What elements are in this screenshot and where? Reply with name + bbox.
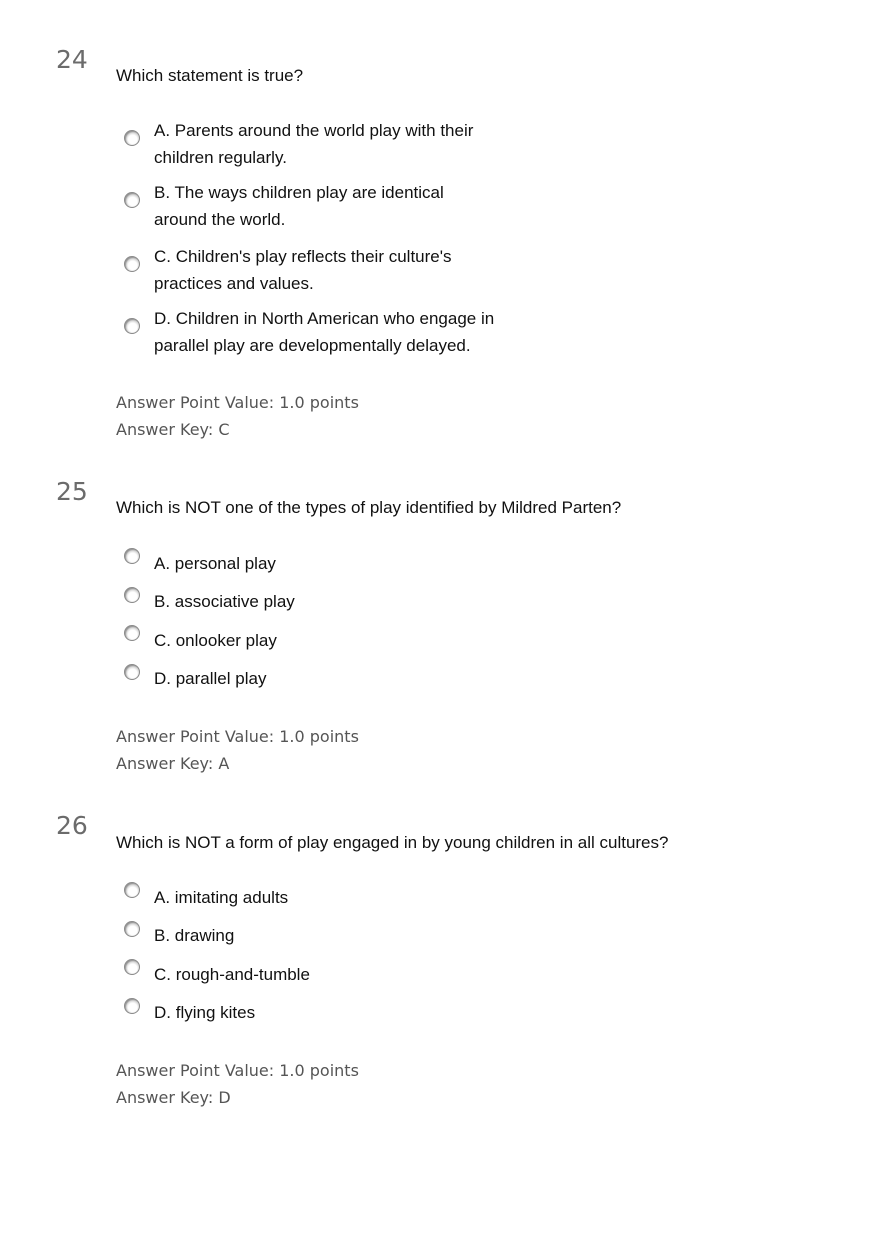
radio-button-icon[interactable] [124,998,140,1014]
answer-point-value: Answer Point Value: 1.0 points [116,1061,359,1080]
question-number: 25 [56,477,88,506]
question-text: Which is NOT one of the types of play identified by Mildred Parten? [116,498,622,517]
radio-button-icon[interactable] [124,664,140,680]
radio-button-icon[interactable] [124,192,140,208]
question-number: 26 [56,811,88,840]
option-label[interactable]: A. Parents around the world play with their children regularly. [154,121,474,167]
option-label[interactable]: B. The ways children play are identical around the world. [154,183,444,229]
radio-button-icon[interactable] [124,130,140,146]
answer-point-value: Answer Point Value: 1.0 points [116,727,359,746]
radio-button-icon[interactable] [124,318,140,334]
option-label[interactable]: D. Children in North American who engage in parallel play are developmentally delayed. [154,309,495,355]
option-label[interactable]: C. rough-and-tumble [154,965,310,984]
radio-button-icon[interactable] [124,921,140,937]
option-label[interactable]: D. parallel play [154,669,267,688]
radio-button-icon[interactable] [124,256,140,272]
answer-point-value: Answer Point Value: 1.0 points [116,393,359,412]
radio-button-icon[interactable] [124,625,140,641]
option-label[interactable]: A. personal play [154,554,276,573]
option-label[interactable]: A. imitating adults [154,888,289,907]
radio-button-icon[interactable] [124,959,140,975]
option-label[interactable]: C. Children's play reflects their culture's practices and values. [154,247,452,293]
option-label[interactable]: B. associative play [154,592,295,611]
radio-button-icon[interactable] [124,587,140,603]
option-label[interactable]: B. drawing [154,926,235,945]
question-text: Which statement is true? [116,66,304,85]
question-text: Which is NOT a form of play engaged in by young children in all cultures? [116,833,669,852]
question-number: 24 [56,45,88,74]
option-label[interactable]: D. flying kites [154,1003,256,1022]
answer-key: Answer Key: A [116,754,230,773]
answer-key: Answer Key: C [116,420,230,439]
answer-key: Answer Key: D [116,1088,231,1107]
option-label[interactable]: C. onlooker play [154,631,277,650]
radio-button-icon[interactable] [124,882,140,898]
radio-button-icon[interactable] [124,548,140,564]
